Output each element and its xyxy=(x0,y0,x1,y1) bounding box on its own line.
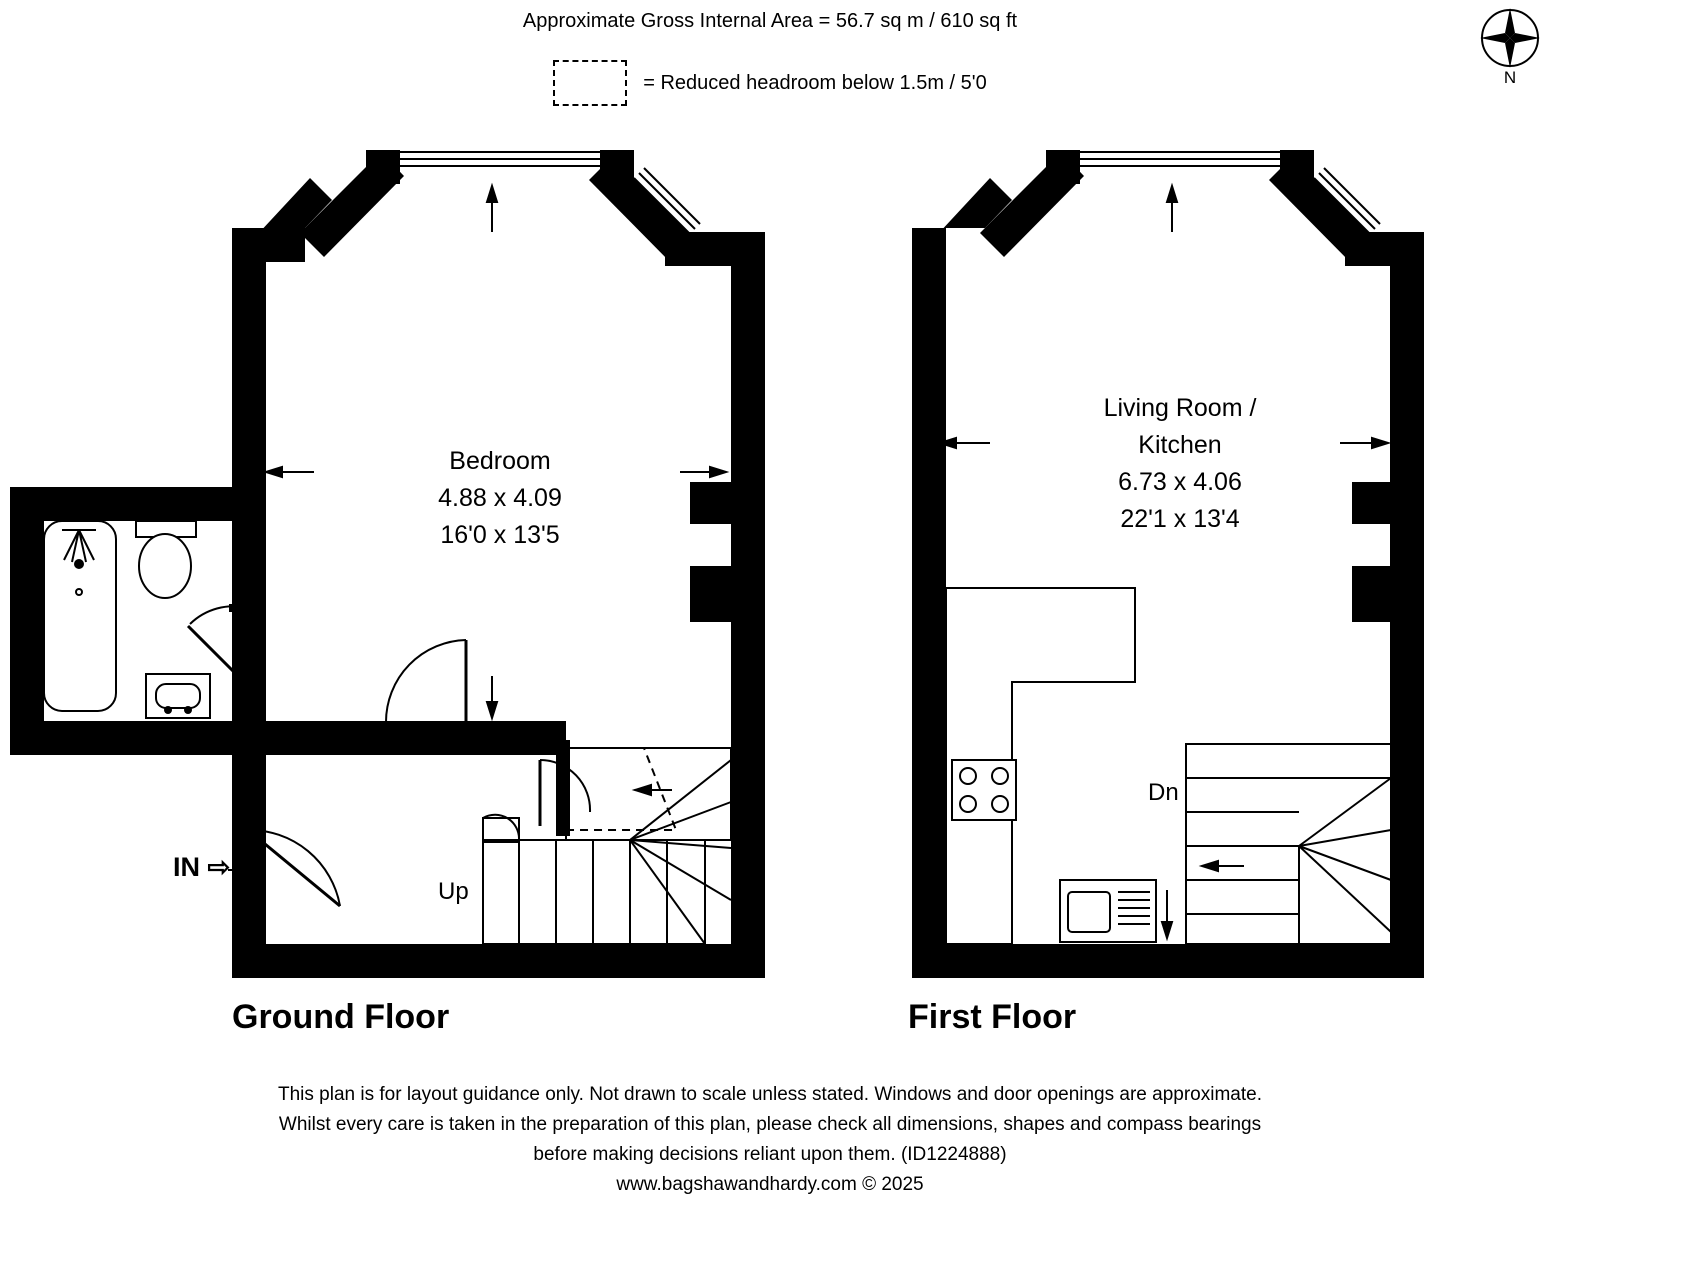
entrance-arrow-icon: ⇨ xyxy=(200,852,231,882)
website-credit: www.bagshawandhardy.com © 2025 xyxy=(616,1174,924,1195)
room-name-line1: Living Room / xyxy=(1103,394,1257,422)
room-name: Bedroom xyxy=(449,447,551,475)
disclaimer-line-1: This plan is for layout guidance only. Not drawn to scale unless stated. Windows and door openings are approximate. xyxy=(278,1084,1262,1105)
room-dimensions-metric: 4.88 x 4.09 xyxy=(438,484,562,512)
room-name-line2: Kitchen xyxy=(1138,431,1222,459)
compass-north-label: N xyxy=(1503,68,1517,87)
disclaimer-line-2: Whilst every care is taken in the preparation of this plan, please check all dimensions, shapes and compass bearings xyxy=(278,1114,1262,1135)
entrance-text: IN xyxy=(173,852,200,882)
room-label-living-kitchen xyxy=(1010,390,1350,538)
disclaimer-line-3: before making decisions reliant upon them. (ID1224888) xyxy=(533,1144,1007,1165)
legend-label: = Reduced headroom below 1.5m / 5'0 xyxy=(643,71,987,94)
first-staircase xyxy=(1186,744,1391,944)
room-dimensions-metric: 6.73 x 4.06 xyxy=(1118,468,1242,496)
stairs-up-label: Up xyxy=(438,878,469,905)
room-dimensions-imperial: 22'1 x 13'4 xyxy=(1120,505,1240,533)
room-dimensions-imperial: 16'0 x 13'5 xyxy=(440,521,560,549)
floor-title-first: First Floor xyxy=(908,998,1077,1036)
kitchen-units xyxy=(946,588,1156,944)
stairs-down-label: Dn xyxy=(1148,779,1179,806)
disclaimer xyxy=(0,1080,1540,1200)
floor-title-ground: Ground Floor xyxy=(232,998,450,1036)
room-label-bedroom xyxy=(340,443,660,554)
entrance-label xyxy=(173,852,230,883)
gross-internal-area-note: Approximate Gross Internal Area = 56.7 sq m / 610 sq ft xyxy=(522,10,1018,32)
